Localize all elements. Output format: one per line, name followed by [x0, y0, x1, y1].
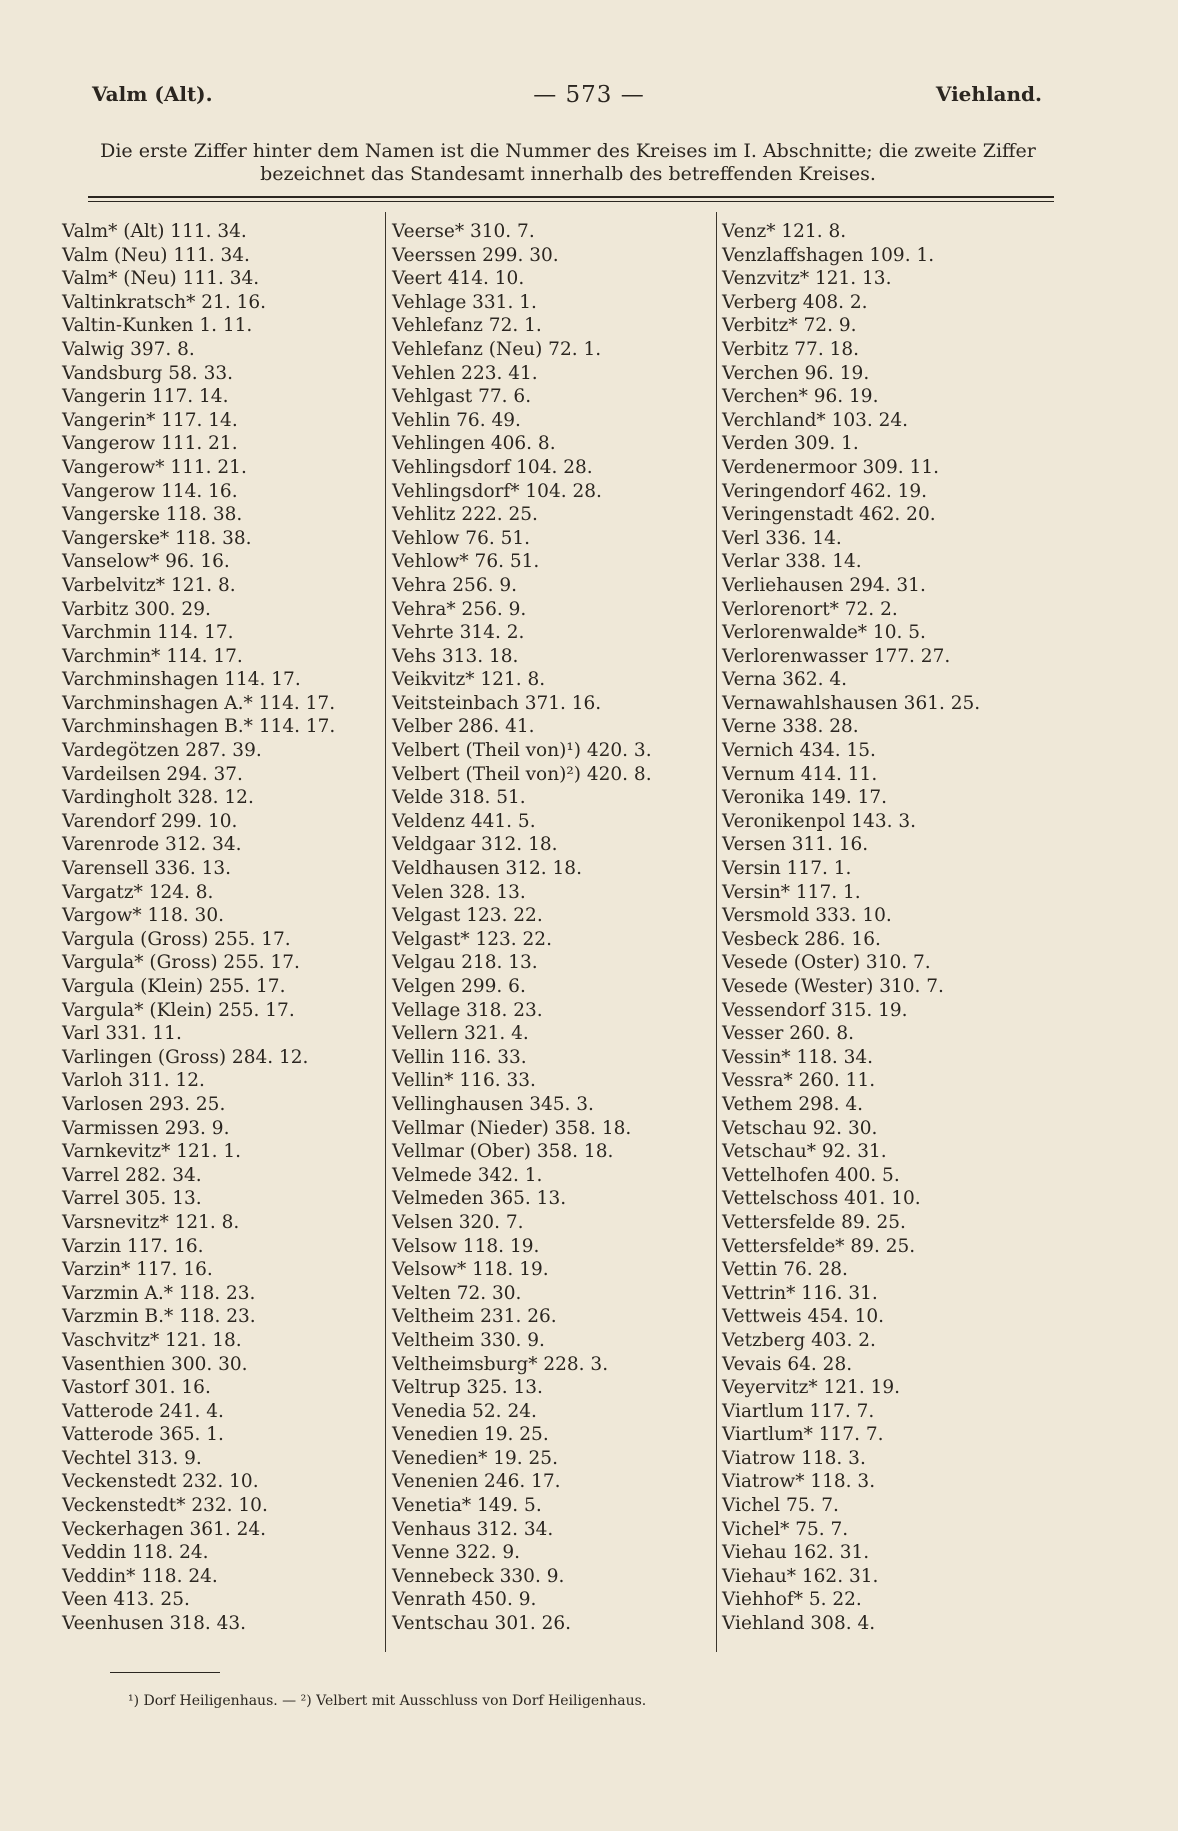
- index-entry: Ventschau 301. 26.: [392, 1613, 572, 1635]
- index-entry: Vanselow* 96. 16.: [62, 551, 230, 573]
- index-entry: Vesser 260. 8.: [722, 1023, 854, 1045]
- footnote: ¹) Dorf Heiligenhaus. — ²) Velbert mit Ausschluss von Dorf Heiligenhaus.: [128, 1693, 647, 1709]
- index-entry: Vessin* 118. 34.: [722, 1046, 874, 1068]
- index-entry: Velmeden 365. 13.: [392, 1188, 567, 1210]
- index-entry: Verne 338. 28.: [722, 716, 859, 738]
- index-entry: Vandsburg 58. 33.: [62, 362, 233, 384]
- index-entry: Veikvitz* 121. 8.: [392, 669, 546, 691]
- index-entry: Veldgaar 312. 18.: [392, 834, 558, 856]
- column-divider: [385, 212, 386, 1652]
- index-entry: Vesede (Wester) 310. 7.: [722, 976, 944, 997]
- index-entry: Veltheim 231. 26.: [392, 1306, 557, 1328]
- index-entry: Vernum 414. 11.: [722, 763, 878, 785]
- index-entry: Verberg 408. 2.: [722, 291, 868, 313]
- index-entry: Varchmin* 114. 17.: [62, 645, 243, 667]
- index-entry: Veringendorf 462. 19.: [722, 480, 928, 502]
- index-entry: Verlorenwalde* 10. 5.: [722, 622, 926, 644]
- index-entry: Verlar 338. 14.: [722, 551, 862, 573]
- index-entry: Veerse* 310. 7.: [392, 221, 535, 242]
- index-entry: Vehlefanz 72. 1.: [392, 315, 542, 337]
- index-entry: Valm* (Neu) 111. 34.: [62, 268, 260, 290]
- running-head-left: Valm (Alt).: [92, 82, 213, 106]
- index-entry: Verlorenwasser 177. 27.: [722, 645, 951, 667]
- index-entry: Velsen 320. 7.: [392, 1211, 524, 1233]
- index-entry: Viatrow* 118. 3.: [722, 1471, 876, 1493]
- index-entry: Veronika 149. 17.: [722, 787, 888, 809]
- index-entry: Varensell 336. 13.: [62, 858, 232, 880]
- index-entry: Vehrte 314. 2.: [392, 622, 525, 644]
- index-entry: Vernawahlshausen 361. 25.: [722, 692, 981, 714]
- column-divider: [716, 212, 717, 1652]
- index-entry: Vehlow* 76. 51.: [392, 551, 540, 573]
- index-entry: Valwig 397. 8.: [62, 338, 195, 360]
- index-entry: Veddin* 118. 24.: [62, 1565, 218, 1587]
- index-entry: Veen 413. 25.: [62, 1589, 190, 1611]
- index-entry: Varzin 117. 16.: [62, 1235, 204, 1257]
- index-entry: Verchen 96. 19.: [722, 362, 870, 384]
- index-entry: Varlosen 293. 25.: [62, 1093, 226, 1115]
- index-entry: Varchmin 114. 17.: [62, 622, 234, 644]
- index-entry: Versmold 333. 10.: [722, 905, 892, 927]
- index-entry: Venzvitz* 121. 13.: [722, 268, 892, 290]
- index-entry: Venz* 121. 8.: [722, 221, 847, 242]
- index-entry: Viartlum* 117. 7.: [722, 1424, 884, 1446]
- index-entry: Varchminshagen A.* 114. 17.: [62, 692, 336, 714]
- index-entry: Vatterode 241. 4.: [62, 1400, 224, 1422]
- index-entry: Vehra 256. 9.: [392, 574, 518, 596]
- header-rule-thin: [88, 201, 1054, 202]
- index-entry: Veenhusen 318. 43.: [62, 1613, 247, 1635]
- index-entry: Viehhof* 5. 22.: [722, 1589, 862, 1611]
- index-entry: Veckenstedt* 232. 10.: [62, 1495, 268, 1517]
- index-entry: Varzin* 117. 16.: [62, 1259, 213, 1281]
- index-entry: Venne 322. 9.: [392, 1542, 520, 1564]
- index-entry: Verna 362. 4.: [722, 669, 848, 691]
- index-entry: Veltheimsburg* 228. 3.: [392, 1353, 609, 1375]
- index-entry: Varbitz 300. 29.: [62, 598, 211, 620]
- index-entry: Vehlgast 77. 6.: [392, 386, 532, 408]
- index-entry: Veckenstedt 232. 10.: [62, 1471, 259, 1493]
- index-entry: Vehlin 76. 49.: [392, 409, 521, 431]
- index-entry: Venedien 19. 25.: [392, 1424, 549, 1446]
- index-entry: Veddin 118. 24.: [62, 1542, 209, 1564]
- index-entry: Velen 328. 13.: [392, 881, 526, 903]
- index-entry: Vangerow* 111. 21.: [62, 456, 247, 478]
- index-entry: Vehlingsdorf 104. 28.: [392, 456, 593, 478]
- index-entry: Velbert (Theil von)¹) 420. 3.: [392, 740, 652, 762]
- index-entry: Vargula (Klein) 255. 17.: [62, 976, 286, 997]
- index-entry: Vargow* 118. 30.: [62, 905, 224, 927]
- index-entry: Valm (Neu) 111. 34.: [62, 244, 250, 266]
- index-entry: Vardegötzen 287. 39.: [62, 740, 262, 762]
- index-entry: Varchminshagen 114. 17.: [62, 669, 301, 691]
- index-entry: Vatterode 365. 1.: [62, 1424, 224, 1446]
- index-entry: Vettin 76. 28.: [722, 1259, 848, 1281]
- index-entry: Veringenstadt 462. 20.: [722, 504, 936, 526]
- index-entry: Varlingen (Gross) 284. 12.: [62, 1046, 309, 1068]
- index-entry: Venedien* 19. 25.: [392, 1447, 558, 1469]
- index-entry: Vehlefanz (Neu) 72. 1.: [392, 338, 602, 360]
- index-entry: Viatrow 118. 3.: [722, 1447, 866, 1469]
- index-entry: Velgast* 123. 22.: [392, 928, 552, 950]
- index-entry: Velsow 118. 19.: [392, 1235, 540, 1257]
- footnote-rule: [110, 1672, 220, 1673]
- index-entry: Vevais 64. 28.: [722, 1353, 853, 1375]
- page-number: — 573 —: [533, 82, 645, 108]
- index-entry: Viehau* 162. 31.: [722, 1565, 879, 1587]
- index-entry: Varchminshagen B.* 114. 17.: [62, 716, 336, 738]
- index-entry: Vangerske* 118. 38.: [62, 527, 252, 549]
- index-entry: Vaschvitz* 121. 18.: [62, 1329, 242, 1351]
- index-entry: Vellinghausen 345. 3.: [392, 1093, 594, 1115]
- index-entry: Varloh 311. 12.: [62, 1070, 205, 1092]
- index-entry: Vichel 75. 7.: [722, 1495, 839, 1517]
- index-entry: Venrath 450. 9.: [392, 1589, 537, 1611]
- index-entry: Vettrin* 116. 31.: [722, 1282, 878, 1304]
- index-entry: Vangerin 117. 14.: [62, 386, 229, 408]
- index-entry: Vellern 321. 4.: [392, 1023, 529, 1045]
- index-entry: Vellmar (Nieder) 358. 18.: [392, 1117, 632, 1139]
- index-entry: Viartlum 117. 7.: [722, 1400, 875, 1422]
- index-entry: Versen 311. 16.: [722, 834, 869, 856]
- index-entry: Varmissen 293. 9.: [62, 1117, 230, 1139]
- index-entry: Vetzberg 403. 2.: [722, 1329, 876, 1351]
- index-entry: Vernich 434. 15.: [722, 740, 876, 762]
- index-entry: Varbelvitz* 121. 8.: [62, 574, 236, 596]
- intro-note: Die erste Ziffer hinter dem Namen ist die Nummer des Kreises im I. Abschnitte; die zweite Ziffer bezeichnet das Standesamt innerhalb des betreffenden Kreises.: [100, 140, 1036, 185]
- index-entry: Vessra* 260. 11.: [722, 1070, 876, 1092]
- index-entry: Vettersfelde 89. 25.: [722, 1211, 906, 1233]
- index-entry: Vettelhofen 400. 5.: [722, 1164, 900, 1186]
- column-3: [722, 220, 1052, 1636]
- index-entry: Veronikenpol 143. 3.: [722, 810, 916, 832]
- index-entry: Versin 117. 1.: [722, 858, 852, 880]
- index-entry: Viehau 162. 31.: [722, 1542, 870, 1564]
- index-entry: Veltrup 325. 13.: [392, 1377, 543, 1399]
- index-entry: Vesbeck 286. 16.: [722, 928, 881, 950]
- index-entry: Vessendorf 315. 19.: [722, 999, 908, 1021]
- index-entry: Vehlow 76. 51.: [392, 527, 531, 549]
- index-entry: Verchen* 96. 19.: [722, 386, 879, 408]
- index-entry: Varnkevitz* 121. 1.: [62, 1141, 242, 1163]
- index-entry: Vehs 313. 18.: [392, 645, 519, 667]
- index-entry: Velgau 218. 13.: [392, 952, 538, 974]
- index-entry: Veckerhagen 361. 24.: [62, 1518, 266, 1540]
- index-entry: Venetia* 149. 5.: [392, 1495, 542, 1517]
- index-entry: Varzmin A.* 118. 23.: [62, 1282, 256, 1304]
- index-entry: Verbitz* 72. 9.: [722, 315, 857, 337]
- column-1: [62, 220, 378, 1636]
- index-entry: Varrel 282. 34.: [62, 1164, 202, 1186]
- index-entry: Verbitz 77. 18.: [722, 338, 859, 360]
- header-rule: [88, 196, 1054, 198]
- index-entry: Vangerin* 117. 14.: [62, 409, 238, 431]
- index-entry: Velgen 299. 6.: [392, 976, 526, 997]
- index-entry: Vellmar (Ober) 358. 18.: [392, 1141, 614, 1163]
- index-entry: Vetschau* 92. 31.: [722, 1141, 887, 1163]
- index-entry: Verden 309. 1.: [722, 433, 859, 455]
- index-entry: Vehlingen 406. 8.: [392, 433, 556, 455]
- index-entry: Verliehausen 294. 31.: [722, 574, 926, 596]
- index-entry: Vehra* 256. 9.: [392, 598, 527, 620]
- index-entry: Vasenthien 300. 30.: [62, 1353, 248, 1375]
- index-entry: Vellin 116. 33.: [392, 1046, 527, 1068]
- index-entry: Vehlitz 222. 25.: [392, 504, 538, 526]
- running-head-right: Viehland.: [935, 82, 1042, 106]
- index-entry: Vehlage 331. 1.: [392, 291, 537, 313]
- index-entry: Veert 414. 10.: [392, 268, 525, 290]
- index-entry: Vettersfelde* 89. 25.: [722, 1235, 916, 1257]
- index-entry: Verdenermoor 309. 11.: [722, 456, 939, 478]
- index-entry: Vetschau 92. 30.: [722, 1117, 878, 1139]
- index-entry: Velgast 123. 22.: [392, 905, 543, 927]
- index-entry: Varsnevitz* 121. 8.: [62, 1211, 240, 1233]
- index-entry: Veyervitz* 121. 19.: [722, 1377, 901, 1399]
- index-entry: Varl 331. 11.: [62, 1023, 182, 1045]
- index-entry: Vesede (Oster) 310. 7.: [722, 952, 931, 974]
- index-entry: Vangerske 118. 38.: [62, 504, 243, 526]
- index-entry: Venenien 246. 17.: [392, 1471, 561, 1493]
- index-entry: Varendorf 299. 10.: [62, 810, 238, 832]
- index-entry: Varenrode 312. 34.: [62, 834, 242, 856]
- index-entry: Vellin* 116. 33.: [392, 1070, 536, 1092]
- index-entry: Varzmin B.* 118. 23.: [62, 1306, 256, 1328]
- index-entry: Vehlingsdorf* 104. 28.: [392, 480, 602, 502]
- index-entry: Vechtel 313. 9.: [62, 1447, 202, 1469]
- index-entry: Veldenz 441. 5.: [392, 810, 536, 832]
- index-entry: Venedia 52. 24.: [392, 1400, 537, 1422]
- index-entry: Velten 72. 30.: [392, 1282, 522, 1304]
- index-entry: Vettweis 454. 10.: [722, 1306, 885, 1328]
- index-entry: Veerssen 299. 30.: [392, 244, 559, 266]
- index-entry: Venzlaffshagen 109. 1.: [722, 244, 935, 266]
- index-entry: Vastorf 301. 16.: [62, 1377, 211, 1399]
- index-entry: Verl 336. 14.: [722, 527, 842, 549]
- column-2: [392, 220, 718, 1636]
- index-entry: Versin* 117. 1.: [722, 881, 861, 903]
- index-entry: Vangerow 111. 21.: [62, 433, 238, 455]
- index-entry: Valtin-Kunken 1. 11.: [62, 315, 253, 337]
- index-entry: Vardeilsen 294. 37.: [62, 763, 243, 785]
- index-entry: Vardingholt 328. 12.: [62, 787, 254, 809]
- index-entry: Venhaus 312. 34.: [392, 1518, 554, 1540]
- index-entry: Vehlen 223. 41.: [392, 362, 538, 384]
- index-entry: Velber 286. 41.: [392, 716, 535, 738]
- index-entry: Vettelschoss 401. 10.: [722, 1188, 921, 1210]
- index-entry: Vellage 318. 23.: [392, 999, 543, 1021]
- index-entry: Veitsteinbach 371. 16.: [392, 692, 602, 714]
- index-entry: Viehland 308. 4.: [722, 1613, 876, 1635]
- index-entry: Veldhausen 312. 18.: [392, 858, 582, 880]
- index-entry: Velbert (Theil von)²) 420. 8.: [392, 763, 652, 785]
- index-entry: Vargatz* 124. 8.: [62, 881, 214, 903]
- index-entry: Verlorenort* 72. 2.: [722, 598, 898, 620]
- index-entry: Veltheim 330. 9.: [392, 1329, 545, 1351]
- index-entry: Velsow* 118. 19.: [392, 1259, 549, 1281]
- index-entry: Velmede 342. 1.: [392, 1164, 543, 1186]
- index-entry: Valtinkratsch* 21. 16.: [62, 291, 267, 313]
- index-entry: Vargula* (Klein) 255. 17.: [62, 999, 295, 1021]
- index-entry: Vethem 298. 4.: [722, 1093, 864, 1115]
- index-entry: Varrel 305. 13.: [62, 1188, 202, 1210]
- index-entry: Vargula* (Gross) 255. 17.: [62, 952, 300, 974]
- index-entry: Vichel* 75. 7.: [722, 1518, 849, 1540]
- index-entry: Vennebeck 330. 9.: [392, 1565, 565, 1587]
- index-entry: Valm* (Alt) 111. 34.: [62, 221, 247, 242]
- index-entry: Vargula (Gross) 255. 17.: [62, 928, 291, 950]
- index-entry: Velde 318. 51.: [392, 787, 526, 809]
- index-entry: Verchland* 103. 24.: [722, 409, 909, 431]
- index-entry: Vangerow 114. 16.: [62, 480, 238, 502]
